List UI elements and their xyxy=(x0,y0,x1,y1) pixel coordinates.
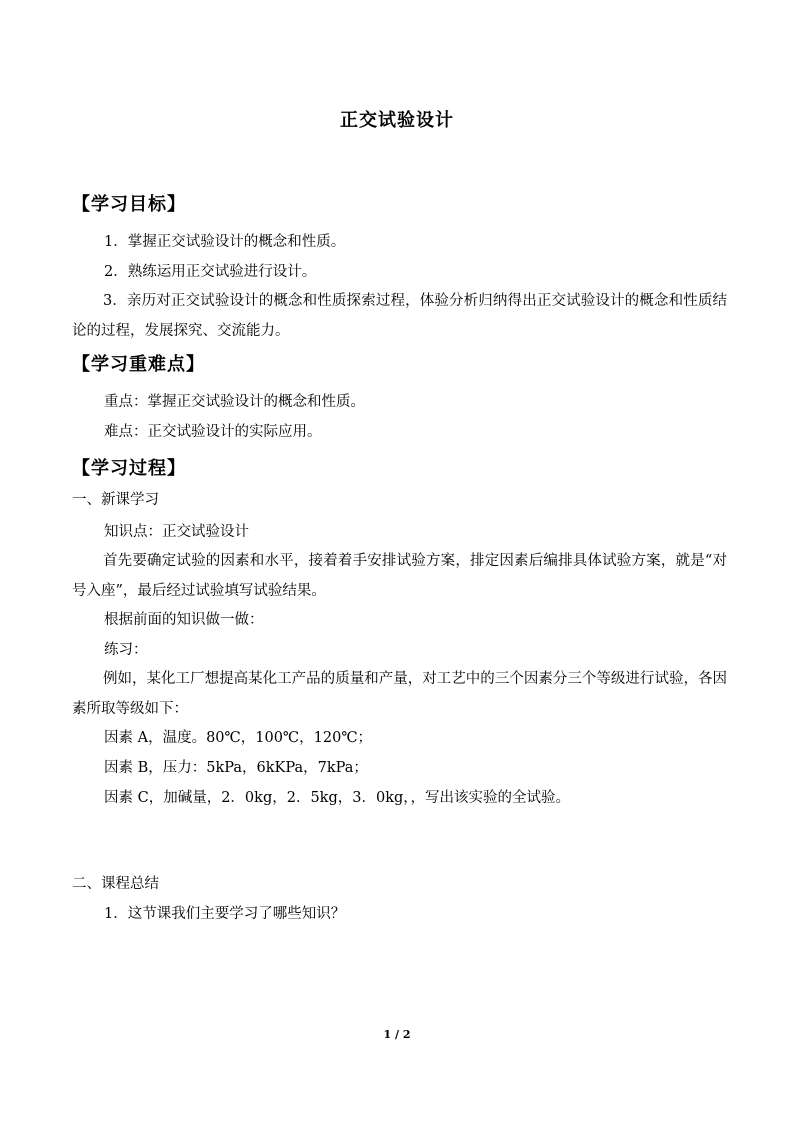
objective-item: 1．掌握正交试验设计的概念和性质。 xyxy=(104,234,346,250)
document-title: 正交试验设计 xyxy=(340,110,454,131)
factor-b: 因素 B，压力：5kPa，6kKPa，7kPa； xyxy=(104,760,368,776)
page-indicator: 1 / 2 xyxy=(383,1028,411,1041)
factor-c: 因素 C，加碱量，2．0kg，2．5kg，3．0kg，，写出该实验的全试验。 xyxy=(104,790,571,806)
factor-a: 因素 A，温度。80℃，100℃，120℃； xyxy=(104,730,373,746)
knowledge-point: 知识点：正交试验设计 xyxy=(104,524,249,540)
summary-question: 1．这节课我们主要学习了哪些知识？ xyxy=(104,906,346,922)
objective-item: 3．亲历对正交试验设计的概念和性质探索过程，体验分析归纳得出正交试验设计的概念和性质结论的过程，发展探究、交流能力。 xyxy=(72,293,727,339)
keypoint-item: 难点：正交试验设计的实际应用。 xyxy=(104,424,322,440)
process-heading: 【学习过程】 xyxy=(72,458,186,479)
practice-prompt: 根据前面的知识做一做： xyxy=(104,612,264,628)
part1-heading: 一、新课学习 xyxy=(72,492,159,508)
keypoints-heading: 【学习重难点】 xyxy=(72,354,205,375)
part2-heading: 二、课程总结 xyxy=(72,876,159,892)
example-paragraph: 例如，某化工厂想提高某化工产品的质量和产量，对工艺中的三个因素分三个等级进行试验，各因素所取等级如下： xyxy=(72,671,727,717)
intro-paragraph: 首先要确定试验的因素和水平，接着着手安排试验方案，排定因素后编排具体试验方案，就是“对号入座”，最后经过试验填写试验结果。 xyxy=(72,553,727,599)
objective-item: 2．熟练运用正交试验进行设计。 xyxy=(104,264,317,280)
keypoint-item: 重点：掌握正交试验设计的概念和性质。 xyxy=(104,394,365,410)
objectives-heading: 【学习目标】 xyxy=(72,194,186,215)
exercise-label: 练习： xyxy=(104,642,148,658)
